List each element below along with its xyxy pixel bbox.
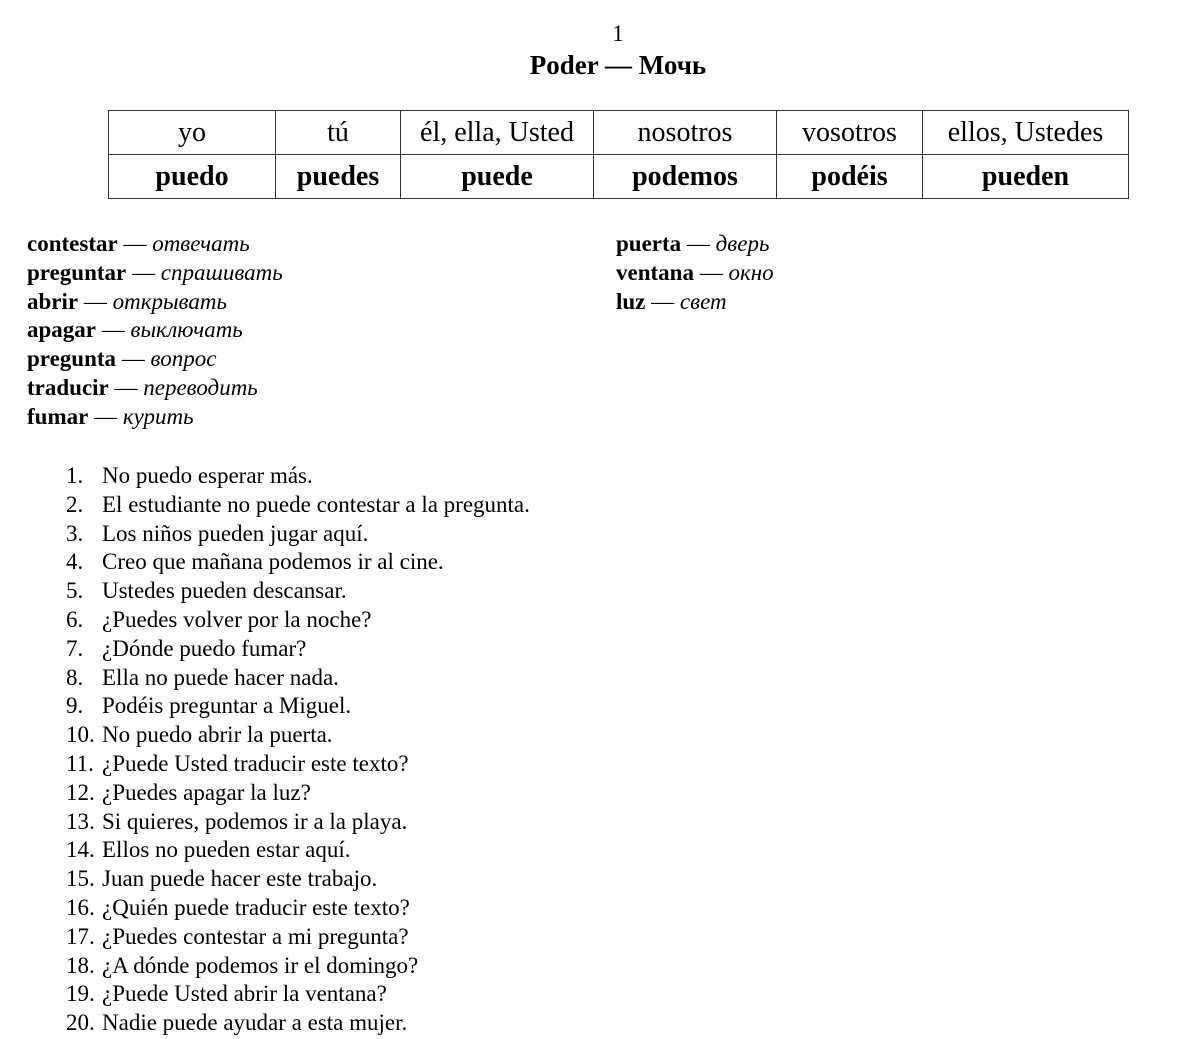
pronoun-cell: tú [276, 111, 401, 155]
vocab-dash: — [108, 374, 144, 400]
sentence-item [66, 692, 1166, 721]
vocab-term: apagar [27, 317, 96, 343]
sentence-item [66, 577, 1166, 606]
sentence-text: Juan puede hacer este trabajo. [102, 866, 378, 892]
sentence-item [66, 635, 1166, 664]
pronoun-cell: él, ella, Usted [401, 111, 594, 155]
vocab-term: ventana [616, 259, 694, 285]
sentence-number: 1. [66, 463, 84, 488]
vocab-meaning: открывать [112, 288, 227, 314]
sentence-item [66, 664, 1166, 693]
vocab-entry [27, 316, 587, 345]
vocab-meaning: вопрос [150, 346, 217, 372]
verb-form-cell: podéis [777, 155, 923, 199]
vocab-term: puerta [616, 231, 682, 256]
verb-form-cell: puede [401, 155, 594, 199]
sentence-text: No puedo abrir la puerta. [102, 722, 333, 748]
vocab-dash: — [645, 288, 680, 314]
sentence-number: 5. [66, 578, 84, 604]
vocab-meaning: дверь [715, 231, 770, 256]
sentence-number: 7. [66, 635, 84, 661]
sentence-item [66, 520, 1166, 549]
page-number: 1 [612, 21, 624, 46]
verb-form-cell: puedo [109, 155, 276, 199]
vocab-entry [27, 288, 587, 317]
sentence-text: ¿Puedes contestar a mi pregunta? [102, 923, 409, 949]
sentence-number: 8. [66, 664, 84, 690]
vocab-dash: — [693, 259, 729, 285]
sentence-number: 16. [66, 894, 95, 920]
vocab-term: pregunta [27, 346, 117, 372]
sentence-text: ¿Puedes apagar la luz? [102, 779, 311, 805]
sentence-text: Creo que mañana podemos ir al cine. [102, 549, 444, 575]
sentence-number: 14. [66, 837, 95, 863]
sentence-number: 4. [66, 549, 84, 575]
sentence-item [66, 491, 1166, 520]
sentence-item [66, 750, 1166, 779]
vocab-entry [27, 403, 587, 432]
vocab-term: abrir [27, 288, 79, 314]
pronoun-cell: vosotros [777, 111, 923, 155]
conjugation-table [108, 110, 1129, 199]
sentence-number: 18. [66, 952, 95, 978]
sentence-number: 12. [66, 779, 95, 805]
pronoun-row [109, 111, 1129, 155]
sentence-item [66, 894, 1166, 923]
pronoun-cell: ellos, Ustedes [923, 111, 1129, 155]
pronoun-cell: nosotros [594, 111, 777, 155]
sentence-item [66, 779, 1166, 808]
sentence-number: 3. [66, 520, 84, 546]
sentence-item [66, 1009, 1166, 1038]
vocab-term: preguntar [27, 259, 127, 285]
sentence-text: Nadie puede ayudar a esta mujer. [102, 1010, 408, 1036]
vocab-term: traducir [27, 374, 109, 400]
sentence-text: ¿Quién puede traducir este texto? [102, 894, 410, 920]
sentence-text: Ellos no pueden estar aquí. [102, 837, 351, 863]
sentence-item [66, 808, 1166, 837]
vocab-entry [616, 230, 1176, 259]
sentence-text: Ella no puede hacer nada. [102, 664, 339, 690]
sentence-text: ¿Puedes volver por la noche? [102, 606, 372, 632]
sentence-number: 2. [66, 491, 84, 517]
sentence-number: 17. [66, 923, 95, 949]
sentence-item [66, 952, 1166, 981]
vocab-entry [616, 288, 1176, 317]
sentence-item [66, 721, 1166, 750]
sentence-text: Podéis preguntar a Miguel. [102, 693, 352, 719]
sentence-text: ¿Dónde puedo fumar? [102, 635, 307, 661]
vocab-dash: — [78, 288, 113, 314]
sentence-number: 15. [66, 866, 95, 892]
sentence-item [66, 606, 1166, 635]
sentence-number: 11. [66, 750, 94, 776]
sentence-text: Si quieres, podemos ir a la playa. [102, 808, 408, 834]
vocab-term: luz [616, 288, 646, 314]
verb-form-cell: pueden [923, 155, 1129, 199]
vocab-dash: — [117, 231, 153, 256]
verb-form-cell: podemos [594, 155, 777, 199]
sentence-item [66, 548, 1166, 577]
sentence-item [66, 462, 1166, 491]
vocab-meaning: свет [679, 288, 727, 314]
sentence-text: ¿Puede Usted abrir la ventana? [102, 981, 387, 1007]
sentence-item [66, 980, 1166, 1009]
vocab-dash: — [116, 346, 151, 372]
sentence-number: 19. [66, 981, 95, 1007]
exercise-sentence-list [66, 462, 1166, 1038]
pronoun-cell: yo [109, 111, 276, 155]
vocab-dash: — [88, 403, 123, 429]
sentence-number: 10. [66, 722, 95, 748]
vocab-term: fumar [27, 403, 89, 429]
sentence-text: Ustedes pueden descansar. [102, 578, 347, 604]
vocab-term: contestar [27, 231, 118, 256]
page-title: Poder — Мочь [529, 50, 707, 80]
sentence-text: El estudiante no puede contestar a la pregunta. [102, 491, 530, 517]
sentence-text: No puedo esperar más. [102, 463, 313, 488]
vocab-dash: — [681, 231, 716, 256]
verb-form-row [109, 155, 1129, 199]
sentence-item [66, 865, 1166, 894]
sentence-number: 9. [66, 693, 84, 719]
vocab-meaning: переводить [143, 374, 258, 400]
vocab-dash: — [126, 259, 161, 285]
vocabulary-left-column [27, 230, 587, 432]
sentence-number: 20. [66, 1010, 95, 1036]
vocab-meaning: спрашивать [160, 259, 283, 285]
vocab-meaning: отвечать [152, 231, 250, 256]
vocab-meaning: выключать [130, 317, 243, 343]
vocab-entry [27, 259, 587, 288]
vocab-dash: — [96, 317, 131, 343]
vocab-entry [27, 230, 587, 259]
sentence-text: ¿A dónde podemos ir el domingo? [102, 952, 419, 978]
vocab-entry [27, 345, 587, 374]
sentence-text: ¿Puede Usted traducir este texto? [102, 750, 409, 776]
vocab-entry [616, 259, 1176, 288]
vocab-meaning: курить [122, 403, 194, 429]
vocabulary-right-column [616, 230, 1176, 316]
sentence-number: 6. [66, 606, 84, 632]
sentence-text: Los niños pueden jugar aquí. [102, 520, 369, 546]
vocab-meaning: окно [728, 259, 774, 285]
sentence-item [66, 923, 1166, 952]
sentence-item [66, 836, 1166, 865]
vocab-entry [27, 374, 587, 403]
sentence-number: 13. [66, 808, 95, 834]
verb-form-cell: puedes [276, 155, 401, 199]
